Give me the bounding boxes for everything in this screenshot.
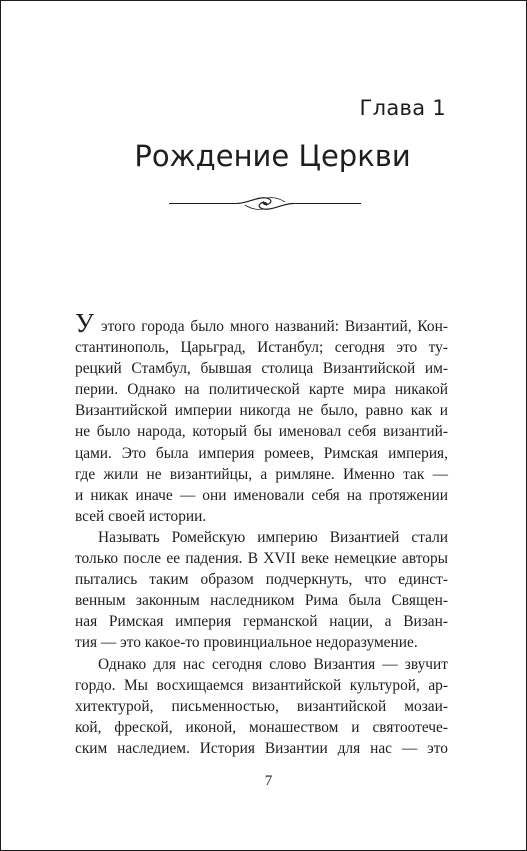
chapter-label: Глава 1 — [359, 96, 446, 120]
paragraph-3: Однако для нас сегодня слово Византия — звучит гордо. Мы восхищаемся византийской культурой, ар- хитектурой, письменностью, византийской мозаи- кой, фреской, иконой, монашеством и святоотече- ским наследием. История Византии для нас — это — [75, 655, 448, 757]
paragraph-2: Называть Ромейскую империю Византией стали только после ее падения. В XVII веке немецкие авторы пытались таким образом подчеркнуть, что единст- венным законным наследником Рима была Священ- ная Римская империя германской нации, а Визан- тия — это какое-то провинциальное недоразумение. — [75, 528, 448, 652]
page-number: 7 — [264, 773, 273, 789]
paragraph-1: У этого города было много названий: Византий, Кон- стантинополь, Царьград, Истанбул; сегодня это ту- рецкий Стамбул, бывшая столица Византийской им- перии. Однако на политической карте мира никакой Византийской империи никогда не было, равно как и не было народа, который бы именовал себя византий- цами. Это была империя ромеев, Римская империя, где жили не византийцы, а римляне. Именно так — и никак иначе — они именовали себя на протяжении всей своей истории. — [75, 308, 448, 525]
flourish-divider-icon — [167, 189, 363, 219]
chapter-title: Рождение Церкви — [134, 139, 411, 173]
drop-cap: У — [75, 308, 95, 338]
body-text — [75, 308, 448, 759]
